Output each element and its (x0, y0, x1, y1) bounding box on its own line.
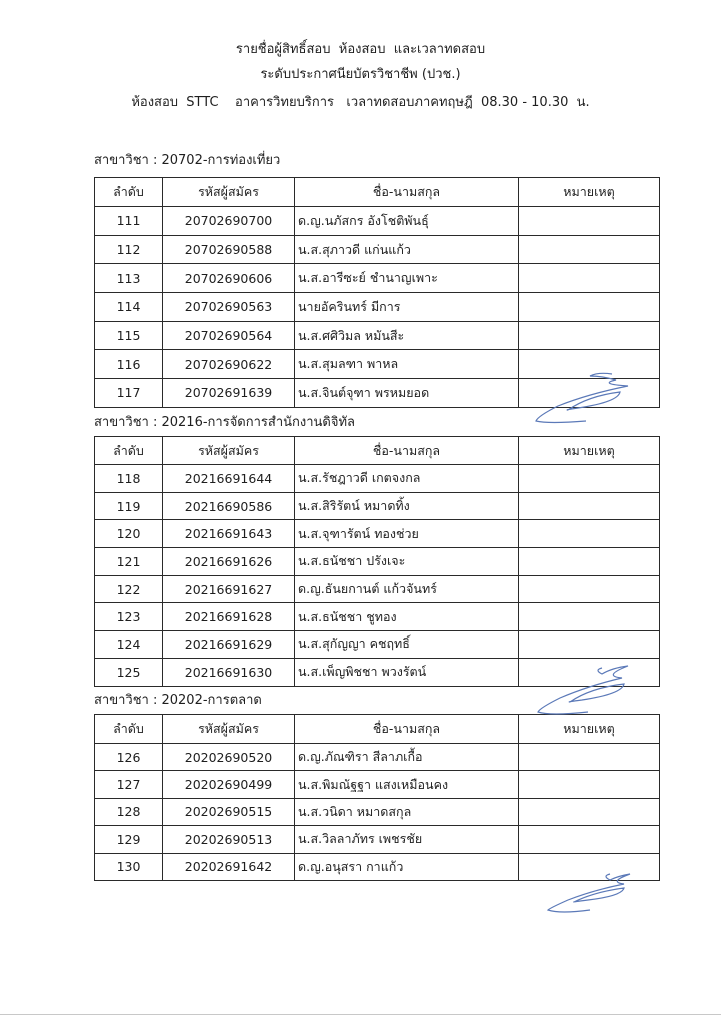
applicant-id: 20702690606 (163, 264, 295, 293)
row-number: 115 (95, 321, 163, 350)
row-number: 122 (95, 575, 163, 603)
applicant-name: ด.ญ.นภัสกร อังโชติพันธุ์ (295, 207, 519, 236)
applicant-name: น.ส.สุกัญญา คชฤทธิ์ (295, 631, 519, 659)
column-header-remark: หมายเหตุ (519, 178, 660, 207)
table-header-row (95, 715, 660, 744)
table-row (95, 575, 660, 603)
applicant-name: น.ส.จุฑารัตน์ ทองช่วย (295, 520, 519, 548)
table-row (95, 465, 660, 493)
remark-cell (519, 235, 660, 264)
applicant-id: 20216691644 (163, 465, 295, 493)
applicant-name: น.ส.วนิดา หมาดสกุล (295, 798, 519, 825)
applicant-id: 20202690513 (163, 826, 295, 853)
applicant-name: ด.ญ.ภัณฑิรา สีลาภเกื้อ (295, 744, 519, 771)
remark-cell (519, 492, 660, 520)
remark-cell (519, 798, 660, 825)
applicant-name: น.ส.สุภาวดี แก่นแก้ว (295, 235, 519, 264)
table-row (95, 798, 660, 825)
table-row (95, 321, 660, 350)
table-row (95, 826, 660, 853)
table-row (95, 771, 660, 798)
applicant-name: น.ส.ธนัชชา ชูทอง (295, 603, 519, 631)
table-row (95, 603, 660, 631)
remark-cell (519, 548, 660, 576)
row-number: 119 (95, 492, 163, 520)
row-number: 125 (95, 658, 163, 686)
row-number: 130 (95, 853, 163, 880)
row-number: 111 (95, 207, 163, 236)
scan-edge-line (0, 1014, 721, 1015)
table-row (95, 235, 660, 264)
remark-cell (519, 771, 660, 798)
document-subtitle-level: ระดับประกาศนียบัตรวิชาชีพ (ปวช.) (260, 67, 461, 82)
column-header-full-name: ชื่อ-นามสกุล (295, 437, 519, 465)
applicant-id: 20702690700 (163, 207, 295, 236)
remark-cell (519, 350, 660, 379)
column-header-no: ลำดับ (95, 178, 163, 207)
remark-cell (519, 520, 660, 548)
applicant-name: น.ส.ศศิวิมล หมันสีะ (295, 321, 519, 350)
table-row (95, 207, 660, 236)
remark-cell (519, 264, 660, 293)
column-header-remark: หมายเหตุ (519, 437, 660, 465)
table-row (95, 744, 660, 771)
row-number: 117 (95, 379, 163, 408)
applicant-id: 20702690563 (163, 293, 295, 322)
table-row (95, 293, 660, 322)
column-header-applicant-id: รหัสผู้สมัคร (163, 437, 295, 465)
table-header-row (95, 178, 660, 207)
row-number: 116 (95, 350, 163, 379)
table-row (95, 379, 660, 408)
applicant-id: 20216691630 (163, 658, 295, 686)
remark-cell (519, 658, 660, 686)
section-label-digital-office: สาขาวิชา : 20216-การจัดการสำนักงานดิจิทัล (94, 415, 356, 430)
roster-table-digital-office (94, 436, 660, 687)
remark-cell (519, 321, 660, 350)
table-row (95, 548, 660, 576)
column-header-no: ลำดับ (95, 715, 163, 744)
remark-cell (519, 853, 660, 880)
table-row (95, 658, 660, 686)
section-label-marketing: สาขาวิชา : 20202-การตลาด (94, 693, 262, 708)
applicant-id: 20216690586 (163, 492, 295, 520)
row-number: 118 (95, 465, 163, 493)
roster-table-marketing (94, 714, 660, 881)
applicant-id: 20702690622 (163, 350, 295, 379)
row-number: 124 (95, 631, 163, 659)
applicant-id: 20216691629 (163, 631, 295, 659)
row-number: 123 (95, 603, 163, 631)
applicant-name: น.ส.รัชฎาวดี เกตจงกล (295, 465, 519, 493)
column-header-full-name: ชื่อ-นามสกุล (295, 178, 519, 207)
applicant-name: น.ส.พิมณัฐฐา แสงเหมือนคง (295, 771, 519, 798)
applicant-name: ด.ญ.ธันยกานต์ แก้วจันทร์ (295, 575, 519, 603)
table-row (95, 520, 660, 548)
row-number: 112 (95, 235, 163, 264)
applicant-id: 20202690499 (163, 771, 295, 798)
row-number: 126 (95, 744, 163, 771)
column-header-applicant-id: รหัสผู้สมัคร (163, 715, 295, 744)
row-number: 127 (95, 771, 163, 798)
row-number: 121 (95, 548, 163, 576)
applicant-name: น.ส.เพ็ญพิชชา พวงรัตน์ (295, 658, 519, 686)
remark-cell (519, 207, 660, 236)
applicant-name: นายอัครินทร์ มีการ (295, 293, 519, 322)
applicant-id: 20702690588 (163, 235, 295, 264)
applicant-id: 20702691639 (163, 379, 295, 408)
column-header-remark: หมายเหตุ (519, 715, 660, 744)
applicant-name: น.ส.สิริรัตน์ หมาดทิ้ง (295, 492, 519, 520)
column-header-applicant-id: รหัสผู้สมัคร (163, 178, 295, 207)
applicant-id: 20216691628 (163, 603, 295, 631)
table-row (95, 853, 660, 880)
row-number: 113 (95, 264, 163, 293)
applicant-name: น.ส.วิลลาภัทร เพชรชัย (295, 826, 519, 853)
column-header-full-name: ชื่อ-นามสกุล (295, 715, 519, 744)
table-row (95, 492, 660, 520)
row-number: 114 (95, 293, 163, 322)
roster-table-tourism (94, 177, 660, 408)
applicant-id: 20216691626 (163, 548, 295, 576)
row-number: 128 (95, 798, 163, 825)
section-label-tourism: สาขาวิชา : 20702-การท่องเที่ยว (94, 153, 281, 168)
column-header-no: ลำดับ (95, 437, 163, 465)
applicant-id: 20216691643 (163, 520, 295, 548)
applicant-id: 20202691642 (163, 853, 295, 880)
table-row (95, 264, 660, 293)
applicant-id: 20216691627 (163, 575, 295, 603)
table-header-row (95, 437, 660, 465)
applicant-id: 20202690520 (163, 744, 295, 771)
remark-cell (519, 293, 660, 322)
row-number: 120 (95, 520, 163, 548)
table-row (95, 631, 660, 659)
row-number: 129 (95, 826, 163, 853)
remark-cell (519, 744, 660, 771)
applicant-name: น.ส.สุมลฑา พาหล (295, 350, 519, 379)
applicant-id: 20702690564 (163, 321, 295, 350)
applicant-name: น.ส.ธนัชชา ปรังเจะ (295, 548, 519, 576)
remark-cell (519, 826, 660, 853)
applicant-name: น.ส.จินต์จุฑา พรหมยอด (295, 379, 519, 408)
remark-cell (519, 465, 660, 493)
table-row (95, 350, 660, 379)
applicant-id: 20202690515 (163, 798, 295, 825)
exam-room-time-line: ห้องสอบ STTC อาคารวิทยบริการ เวลาทดสอบภาคทฤษฎี 08.30 - 10.30 น. (131, 95, 590, 110)
document-title: รายชื่อผู้สิทธิ์สอบ ห้องสอบ และเวลาทดสอบ (235, 42, 486, 57)
remark-cell (519, 575, 660, 603)
remark-cell (519, 631, 660, 659)
remark-cell (519, 379, 660, 408)
applicant-name: ด.ญ.อนุสรา กาแก้ว (295, 853, 519, 880)
remark-cell (519, 603, 660, 631)
applicant-name: น.ส.อารีซะย์ ชำนาญเพาะ (295, 264, 519, 293)
